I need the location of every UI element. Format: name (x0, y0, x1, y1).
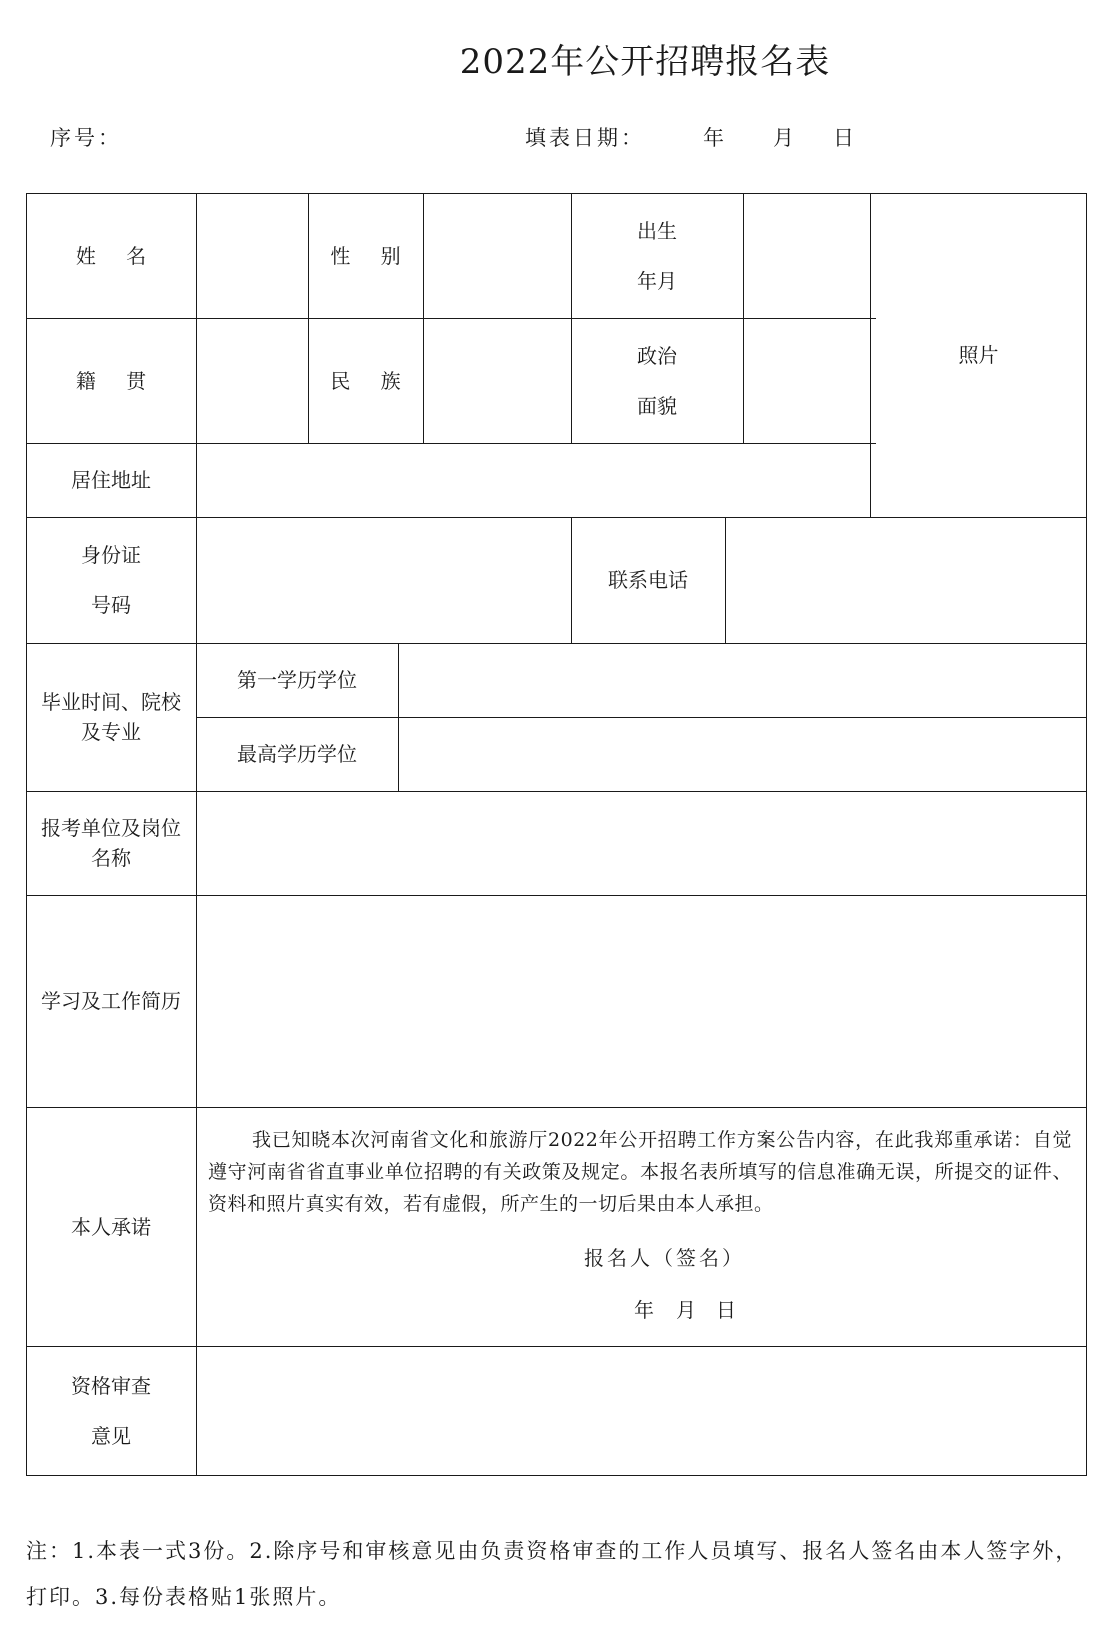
photo-box[interactable] (870, 193, 1087, 517)
political-status-field[interactable] (743, 318, 870, 443)
address-label: 居住地址 (71, 468, 151, 492)
phone-field[interactable] (725, 517, 1087, 643)
highest-degree-label: 最高学历学位 (237, 742, 357, 766)
fill-date-label: 填表日期： (525, 126, 645, 150)
id-number-label: 身份证 号码 (81, 543, 141, 617)
signature-year: 年 (634, 1298, 657, 1322)
footnote-line: 打印。3.每份表格贴1张照片。 (26, 1585, 342, 1609)
political-status-label: 政治 面貌 (637, 343, 677, 418)
position-field[interactable] (196, 791, 1087, 895)
gender-label: 性 别 (330, 243, 413, 268)
position-label: 报考单位及岗位 名称 (41, 816, 181, 870)
signature-day: 日 (716, 1298, 739, 1322)
signature-month: 月 (676, 1298, 699, 1322)
fill-date-year: 年 (703, 126, 727, 150)
serial-number-label: 序号： (50, 126, 122, 150)
footnote (26, 1528, 1101, 1620)
id-number-field[interactable] (196, 517, 571, 643)
first-degree-label: 第一学历学位 (237, 668, 357, 692)
resume-field[interactable] (196, 895, 1087, 1107)
phone-label: 联系电话 (608, 568, 688, 592)
birth-date-label: 出生 年月 (637, 218, 677, 293)
fill-date-month: 月 (773, 126, 797, 150)
review-opinion-field[interactable] (196, 1346, 1087, 1476)
native-place-field[interactable] (196, 318, 308, 443)
highest-degree-field[interactable] (398, 717, 1087, 791)
native-place-label: 籍 贯 (75, 368, 159, 393)
ethnicity-label: 民 族 (330, 368, 413, 393)
gender-field[interactable] (423, 193, 571, 318)
fill-date-day: 日 (833, 126, 857, 150)
review-opinion-label: 资格审查 意见 (71, 1374, 151, 1448)
pledge-label: 本人承诺 (71, 1214, 151, 1239)
signature-label[interactable]: 报名人（签名） (584, 1246, 745, 1270)
footnote-line: 注：1.本表一式3份。2.除序号和审核意见由负责资格审查的工作人员填写、报名人签名由本人签字外， (26, 1539, 1079, 1563)
pledge-text: 我已知晓本次河南省文化和旅游厅2022年公开招聘工作方案公告内容，在此我郑重承诺：自觉遵守河南省省直事业单位招聘的有关政策及规定。本报名表所填写的信息准确无误，所提交的证件、资料和照片真实有效，若有虚假，所产生的一切后果由本人承担。 (208, 1129, 1072, 1215)
birth-date-field[interactable] (743, 193, 870, 318)
first-degree-field[interactable] (398, 643, 1087, 717)
ethnicity-field[interactable] (423, 318, 571, 443)
address-field[interactable] (196, 443, 870, 517)
name-label: 姓 名 (75, 243, 159, 268)
education-label: 毕业时间、院校 及专业 (41, 690, 181, 744)
name-field[interactable] (196, 193, 308, 318)
photo-label: 照片 (958, 343, 999, 367)
page-title: 2022年公开招聘报名表 (459, 42, 831, 82)
resume-label: 学习及工作简历 (41, 989, 181, 1013)
